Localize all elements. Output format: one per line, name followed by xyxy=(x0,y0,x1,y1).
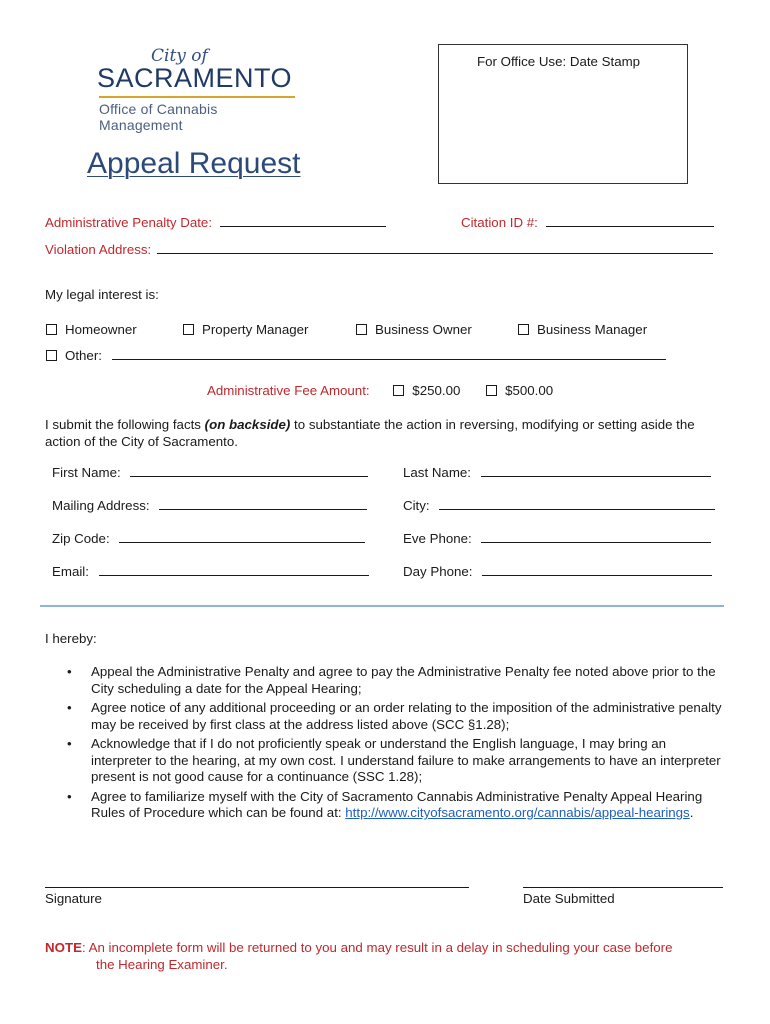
penalty-date-field[interactable] xyxy=(220,214,386,227)
logo-city-text: City of xyxy=(151,46,208,66)
hereby-item-1: Appeal the Administrative Penalty and agree to pay the Administrative Penalty fee noted above prior to the City scheduling a date for the Appeal Hearing; xyxy=(91,664,716,696)
fee-250-label: $250.00 xyxy=(412,383,461,398)
legal-interest-label: My legal interest is: xyxy=(45,287,159,302)
city-field[interactable] xyxy=(439,497,715,510)
penalty-date-label: Administrative Penalty Date: xyxy=(45,215,213,230)
fee-500-label: $500.00 xyxy=(505,383,554,398)
last-name-label: Last Name: xyxy=(403,465,471,480)
checkbox-business-owner[interactable] xyxy=(356,324,367,335)
eve-phone-label: Eve Phone: xyxy=(403,531,472,546)
fee-amount-label: Administrative Fee Amount: xyxy=(207,383,370,398)
city-logo xyxy=(97,46,297,133)
eve-phone-row xyxy=(403,530,711,547)
citation-id-row xyxy=(461,214,714,231)
date-submitted-label: Date Submitted xyxy=(523,891,615,906)
first-name-label: First Name: xyxy=(52,465,121,480)
legal-interest-property-manager[interactable] xyxy=(183,321,308,338)
fee-amount-row xyxy=(207,382,553,399)
hereby-item-3: Acknowledge that if I do not proficiently speak or understand the English language, I may bring an interpreter to the hearing, at my own cost. I understand failure to make arrangements to have an interpreter present is not good cause for a continuance (SSC 1.28); xyxy=(91,736,721,784)
legal-interest-homeowner[interactable] xyxy=(46,321,137,338)
facts-statement-line2: action of the City of Sacramento. xyxy=(45,434,238,449)
signature-label: Signature xyxy=(45,891,102,906)
facts-emphasis: (on backside) xyxy=(204,417,291,432)
checkbox-fee-250[interactable] xyxy=(393,385,404,396)
city-label: City: xyxy=(403,498,430,513)
mailing-address-field[interactable] xyxy=(159,497,367,510)
facts-text-1: I submit the following facts xyxy=(45,417,205,432)
section-divider xyxy=(40,605,724,607)
other-label: Other: xyxy=(65,348,102,363)
list-item xyxy=(45,664,730,697)
legal-interest-business-owner[interactable] xyxy=(356,321,472,338)
citation-id-label: Citation ID #: xyxy=(461,215,538,230)
email-row xyxy=(52,563,369,580)
day-phone-row xyxy=(403,563,712,580)
legal-interest-business-manager[interactable] xyxy=(518,321,647,338)
hereby-label: I hereby: xyxy=(45,631,97,646)
checkbox-business-manager[interactable] xyxy=(518,324,529,335)
page-title: Appeal Request xyxy=(87,147,301,180)
hereby-list xyxy=(45,664,730,825)
list-item xyxy=(45,736,730,786)
checkbox-fee-500[interactable] xyxy=(486,385,497,396)
facts-statement xyxy=(45,416,695,433)
day-phone-label: Day Phone: xyxy=(403,564,473,579)
email-field[interactable] xyxy=(99,563,369,576)
business-manager-label: Business Manager xyxy=(537,322,648,337)
first-name-field[interactable] xyxy=(130,464,368,477)
note-text xyxy=(45,939,673,956)
business-owner-label: Business Owner xyxy=(375,322,472,337)
office-use-date-stamp-box xyxy=(438,44,688,184)
violation-address-row xyxy=(45,241,713,258)
mailing-address-row xyxy=(52,497,367,514)
homeowner-label: Homeowner xyxy=(65,322,137,337)
penalty-date-row xyxy=(45,214,386,231)
list-item xyxy=(45,700,730,733)
violation-address-field[interactable] xyxy=(157,241,713,254)
date-submitted-line[interactable] xyxy=(523,887,723,888)
violation-address-label: Violation Address: xyxy=(45,242,152,257)
hereby-item-4-end: . xyxy=(689,805,694,820)
fee-option-250[interactable] xyxy=(393,383,460,398)
note-text-line2: the Hearing Examiner. xyxy=(96,957,228,972)
appeal-hearings-link[interactable]: http://www.cityofsacramento.org/cannabis/appeal-hearings xyxy=(345,805,690,820)
hereby-item-2: Agree notice of any additional proceeding or an order relating to the imposition of the administrative penalty may be received by first class at the address listed above (SCC §1.28); xyxy=(91,700,722,732)
note-body: : An incomplete form will be returned to you and may result in a delay in scheduling your case before xyxy=(81,940,673,955)
mailing-address-label: Mailing Address: xyxy=(52,498,150,513)
checkbox-property-manager[interactable] xyxy=(183,324,194,335)
fee-option-500[interactable] xyxy=(486,383,553,398)
property-manager-label: Property Manager xyxy=(202,322,309,337)
note-label: NOTE xyxy=(45,940,82,955)
logo-divider xyxy=(99,96,295,98)
checkbox-other[interactable] xyxy=(46,350,57,361)
legal-interest-other xyxy=(46,347,666,364)
hereby-item-4: Agree to familiarize myself with the City of Sacramento Cannabis Administrative Penalty Appeal Hearing Rules of Procedure which can be found at: xyxy=(91,788,703,820)
zip-code-row xyxy=(52,530,365,547)
checkbox-homeowner[interactable] xyxy=(46,324,57,335)
list-item xyxy=(45,789,730,822)
day-phone-field[interactable] xyxy=(482,563,712,576)
signature-line[interactable] xyxy=(45,887,469,888)
logo-name: SACRAMENTO xyxy=(97,63,293,93)
logo-office-text: Office of Cannabis Management xyxy=(99,101,218,133)
office-use-label: For Office Use: Date Stamp xyxy=(477,54,641,69)
last-name-field[interactable] xyxy=(481,464,711,477)
last-name-row xyxy=(403,464,711,481)
first-name-row xyxy=(52,464,368,481)
email-label: Email: xyxy=(52,564,89,579)
citation-id-field[interactable] xyxy=(546,214,714,227)
facts-text-2: to substantiate the action in reversing, modifying or setting aside the xyxy=(290,417,695,432)
eve-phone-field[interactable] xyxy=(481,530,711,543)
zip-code-field[interactable] xyxy=(119,530,365,543)
other-field[interactable] xyxy=(112,347,666,360)
zip-code-label: Zip Code: xyxy=(52,531,110,546)
city-row xyxy=(403,497,715,514)
